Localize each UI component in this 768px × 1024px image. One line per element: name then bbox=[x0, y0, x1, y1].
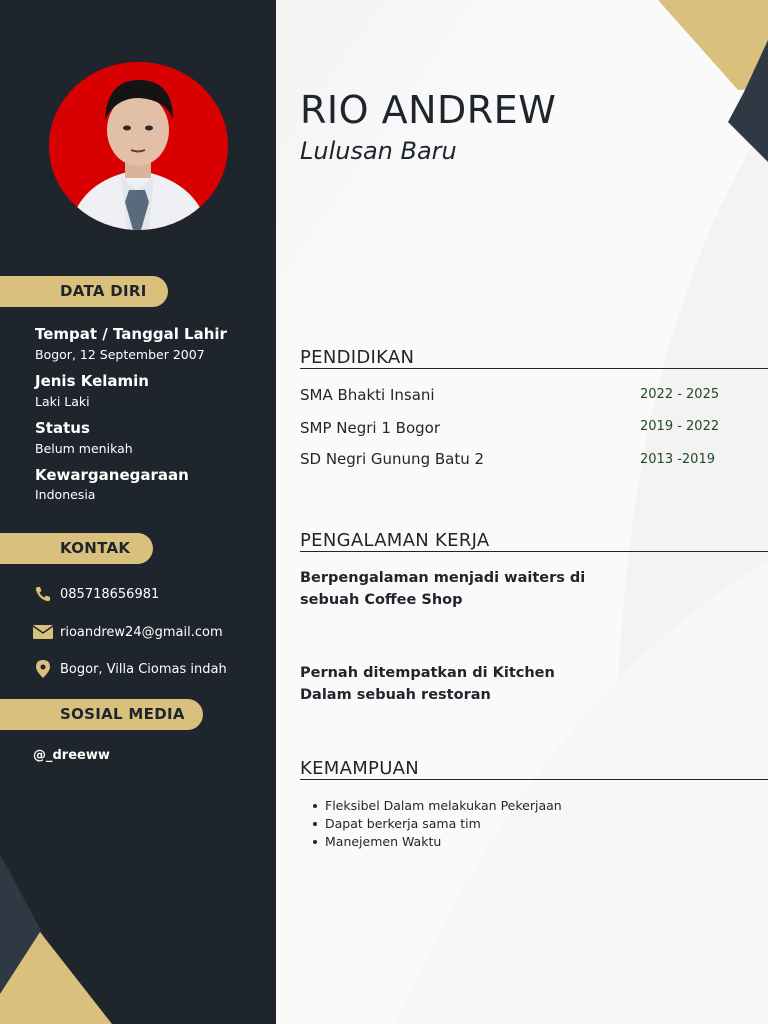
skill-item: Dapat berkerja sama tim bbox=[300, 815, 562, 833]
experience-item: Berpengalaman menjadi waiters di sebuah Coffee Shop bbox=[300, 570, 586, 608]
contact-email[interactable] bbox=[33, 622, 223, 642]
kontak-heading: KONTAK bbox=[0, 533, 153, 564]
education-years: 2019 - 2022 bbox=[640, 419, 720, 434]
gender-value: Laki Laki bbox=[35, 394, 90, 409]
education-school: SMP Negri 1 Bogor bbox=[300, 419, 440, 437]
education-divider bbox=[300, 368, 768, 369]
citizenship-value: Indonesia bbox=[35, 487, 96, 502]
address-value: Bogor, Villa Ciomas indah bbox=[60, 661, 227, 677]
contact-address bbox=[33, 659, 227, 679]
phone-value: 085718656981 bbox=[60, 586, 160, 602]
location-pin-icon bbox=[33, 659, 53, 679]
education-school: SD Negri Gunung Batu 2 bbox=[300, 450, 485, 468]
profile-photo bbox=[49, 62, 228, 230]
skill-item: Fleksibel Dalam melakukan Pekerjaan bbox=[300, 797, 562, 815]
sosial-media-heading: SOSIAL MEDIA bbox=[0, 699, 203, 730]
status-value: Belum menikah bbox=[35, 441, 133, 456]
experience-heading: PENGALAMAN KERJA bbox=[300, 530, 490, 551]
sidebar-corner-decoration bbox=[0, 844, 276, 1024]
data-diri-heading: DATA DIRI bbox=[0, 276, 168, 307]
birth-value: Bogor, 12 September 2007 bbox=[35, 347, 205, 362]
candidate-name: RIO ANDREW bbox=[300, 88, 557, 132]
education-years: 2013 -2019 bbox=[640, 452, 715, 467]
social-handle[interactable]: @_dreeww bbox=[33, 748, 110, 763]
contact-phone[interactable] bbox=[33, 584, 159, 604]
candidate-role: Lulusan Baru bbox=[300, 137, 457, 165]
status-label: Status bbox=[35, 419, 90, 437]
citizenship-label: Kewarganegaraan bbox=[35, 466, 189, 484]
birth-label: Tempat / Tanggal Lahir bbox=[35, 325, 227, 343]
skills-heading: KEMAMPUAN bbox=[300, 758, 420, 779]
mail-icon bbox=[33, 622, 53, 642]
experience-item: Pernah ditempatkan di Kitchen Dalam sebuah restoran bbox=[300, 665, 555, 703]
skills-list bbox=[300, 797, 562, 851]
education-heading: PENDIDIKAN bbox=[300, 347, 415, 368]
gender-label: Jenis Kelamin bbox=[35, 372, 149, 390]
education-years: 2022 - 2025 bbox=[640, 387, 720, 402]
skills-divider bbox=[300, 779, 768, 780]
education-school: SMA Bhakti Insani bbox=[300, 386, 435, 404]
email-value: rioandrew24@gmail.com bbox=[60, 624, 223, 640]
phone-icon bbox=[33, 584, 53, 604]
experience-divider bbox=[300, 551, 768, 552]
sidebar bbox=[0, 0, 276, 1024]
skill-item: Manejemen Waktu bbox=[300, 833, 562, 851]
